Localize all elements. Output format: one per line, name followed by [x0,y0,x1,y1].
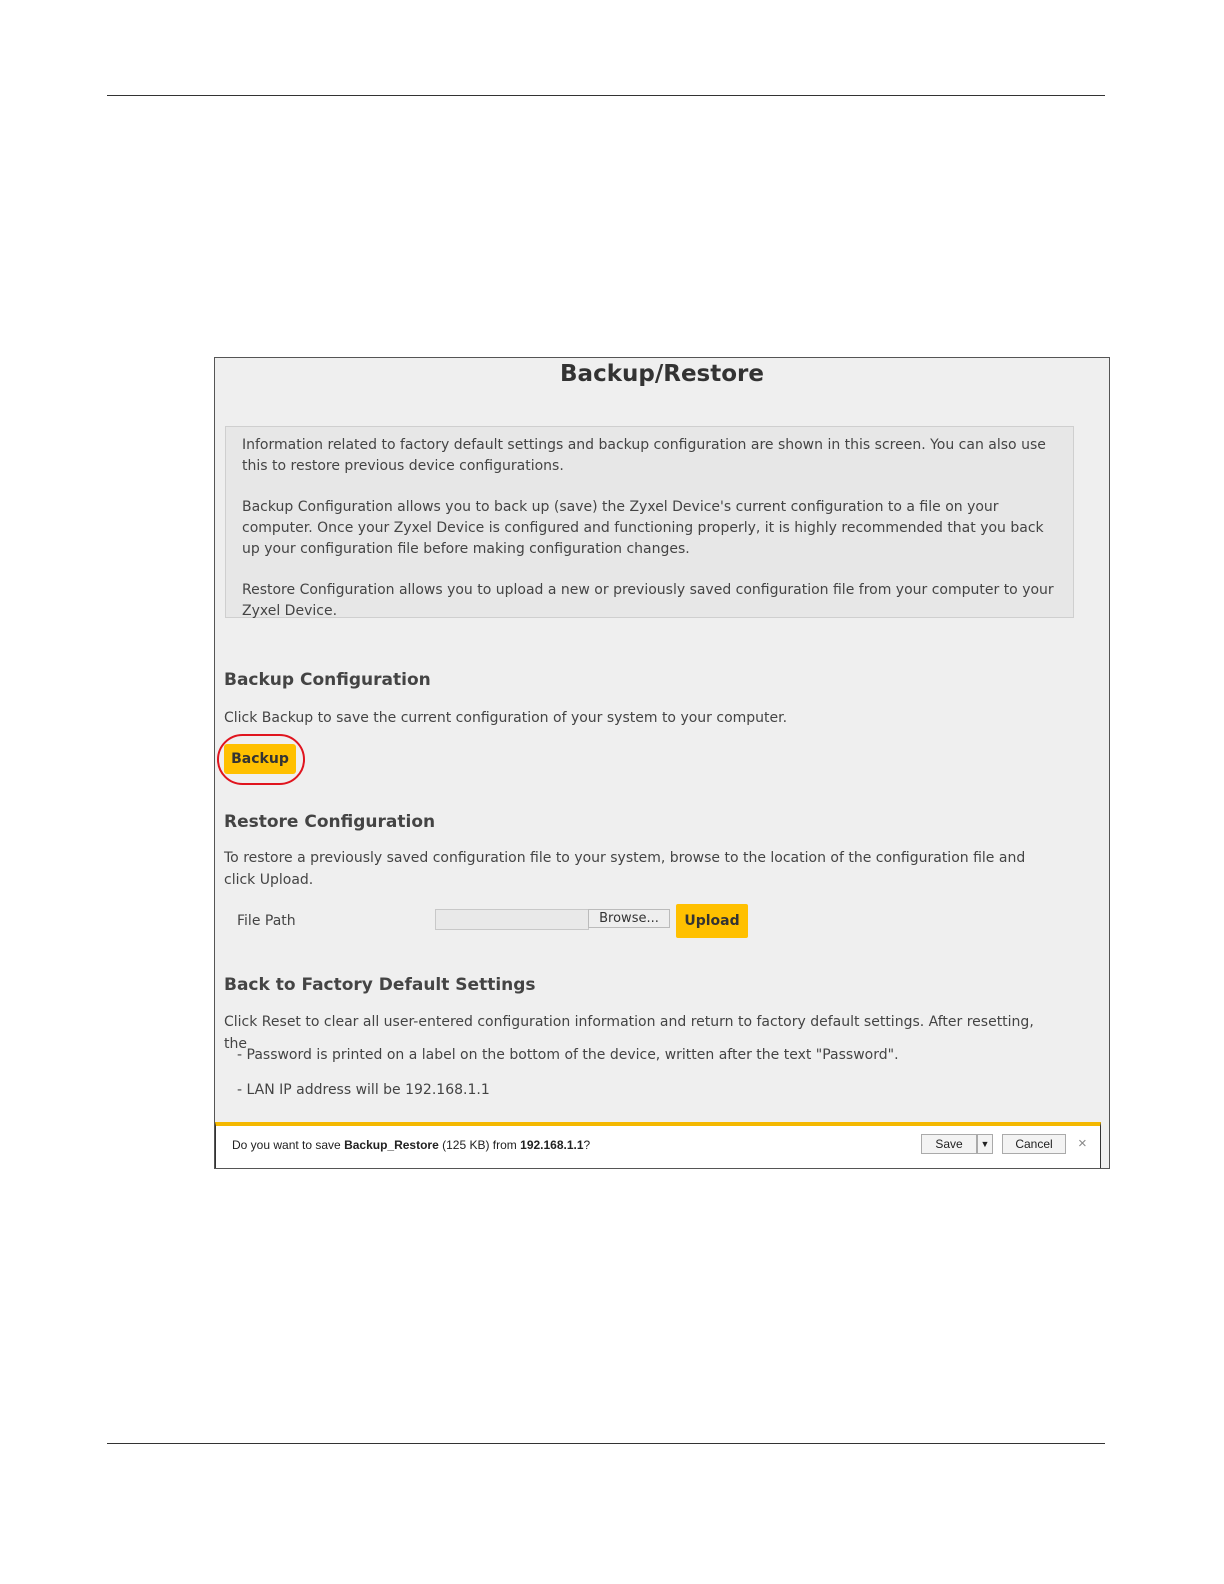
save-button[interactable]: Save [921,1134,977,1154]
restore-heading: Restore Configuration [224,812,436,832]
download-filename: Backup_Restore [344,1138,439,1152]
backup-description: Click Backup to save the current configuration of your system to your computer. [224,710,788,726]
info-paragraph-2: Backup Configuration allows you to back up (save) the Zyxel Device's current configuration to a file on your computer. Once your Zyxel Device is configured and functioning properly, it is highly recommended that you back up your configuration file before making configuration changes. [242,499,1044,557]
download-host: 192.168.1.1 [520,1138,584,1152]
info-box [225,426,1074,618]
restore-description: To restore a previously saved configuration file to your system, browse to the location of the configuration file and click Upload. [224,850,1026,888]
factory-default-heading: Back to Factory Default Settings [224,975,536,995]
download-size: (125 KB) from [438,1138,521,1152]
page-top-rule [107,95,1105,96]
page-bottom-rule [107,1443,1105,1444]
upload-button[interactable]: Upload [676,904,748,938]
browse-button[interactable]: Browse... [588,909,670,928]
info-paragraph-1: Information related to factory default settings and backup configuration are shown in this screen. You can also use this to restore previous device configurations. [242,437,1046,474]
download-notification-bar [215,1122,1101,1169]
backup-button[interactable]: Backup [224,744,296,774]
lan-ip-note: - LAN IP address will be 192.168.1.1 [237,1082,490,1098]
download-prefix: Do you want to save [232,1138,345,1152]
screenshot-frame [214,357,1110,1169]
file-path-label: File Path [237,913,296,929]
cancel-button[interactable]: Cancel [1002,1134,1066,1154]
page-title: Backup/Restore [560,361,764,387]
file-path-input[interactable] [435,909,589,930]
info-paragraph-3: Restore Configuration allows you to upload a new or previously saved configuration file from your computer to your Zyxel Device. [242,582,1054,619]
download-prompt [232,1138,590,1152]
password-note: - Password is printed on a label on the bottom of the device, written after the text "Password". [237,1047,899,1063]
backup-heading: Backup Configuration [224,670,431,690]
save-options-dropdown-icon[interactable]: ▼ [977,1134,993,1154]
download-suffix: ? [583,1138,591,1152]
close-icon[interactable]: × [1078,1135,1087,1152]
factory-default-description: Click Reset to clear all user-entered configuration information and return to factory default settings. After resetting, the [224,1014,1034,1052]
